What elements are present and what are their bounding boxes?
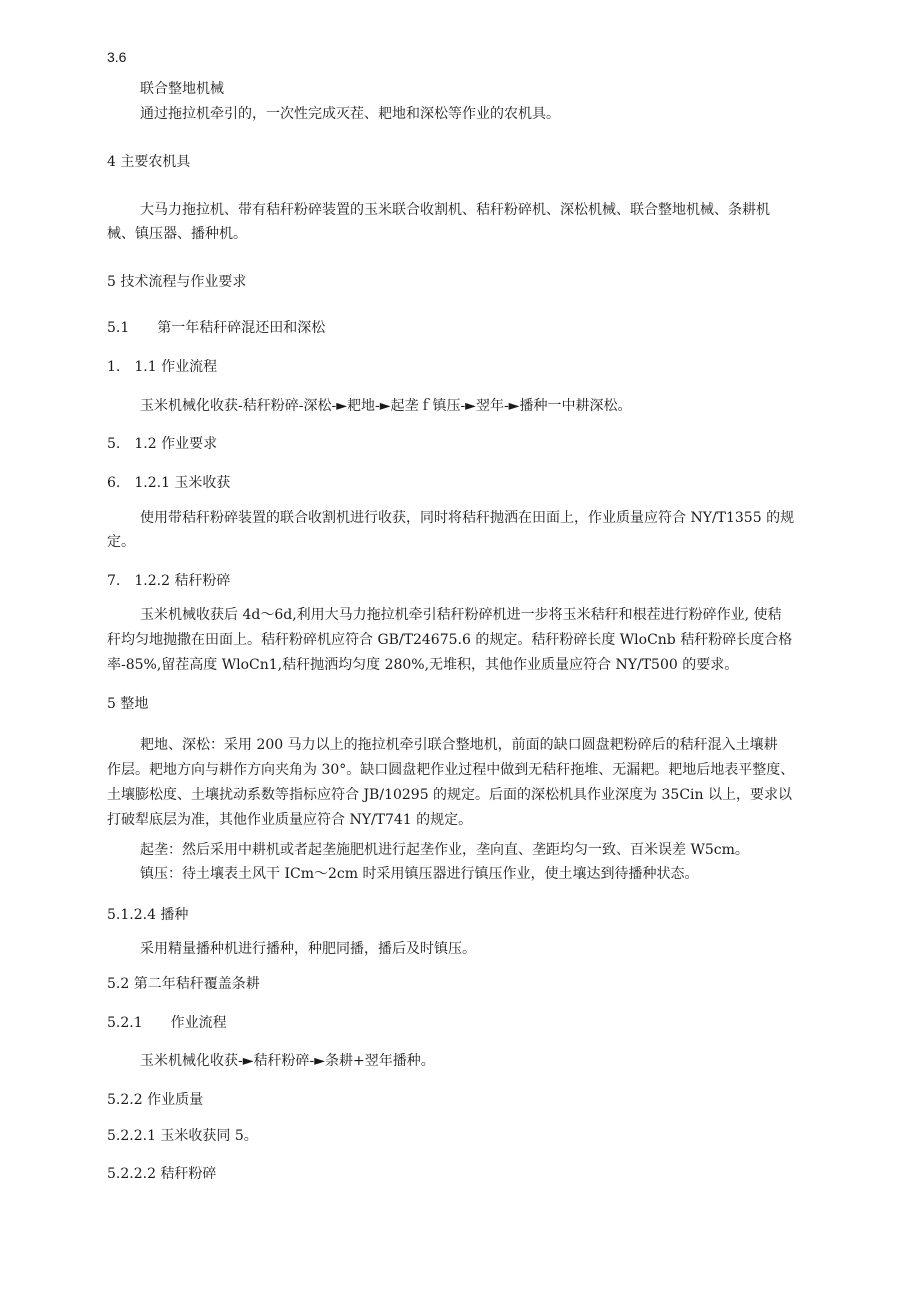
process-flow-text: 玉米机械化收获-秸秆粉碎-深松-►耙地-►起垄ｆ镇压-►翌年-►播种一中耕深松。 [140,398,632,414]
section-heading-5-2-2: 5.2.2 作业质量 [107,1092,204,1108]
section-heading-1-2: 5. 1.2 作业要求 [107,436,218,452]
paragraph-line: 玉米机械收获后 4d～6d,利用大马力拖拉机牵引秸秆粉碎机进一步将玉米秸秆和根茬进行粉碎作业, 使秸 [140,607,782,623]
section-heading-zhengdi: 5 整地 [107,696,149,712]
term-title: 联合整地机械 [140,81,224,97]
section-heading-1-2-4: 5.1.2.4 播种 [107,907,189,923]
paragraph-line: 耙地、深松：采用 200 马力以上的拖拉机牵引联合整地机，前面的缺口圆盘耙粉碎后的秸秆混入土壤耕 [140,737,778,753]
zhenya-paragraph: 镇压：待土壤表土风干 ICm～2cm 时采用镇压器进行镇压作业，使土壤达到待播种状态。 [140,866,699,882]
paragraph-line: 定。 [107,534,135,550]
section-heading-1-2-2: 7. 1.2.2 秸秆粉碎 [107,573,231,589]
paragraph-line: 采用精量播种机进行播种，种肥同播，播后及时镇压。 [140,941,476,957]
paragraph-line: 械、镇压器、播种机。 [107,226,247,242]
section-heading-5-2: 5.2 第二年秸秆覆盖条耕 [107,976,260,992]
paragraph-line: 作层。耙地方向与耕作方向夹角为 30°。缺口圆盘耙作业过程中做到无秸秆拖堆、无漏耙。耙地后地表平整度、 [107,762,795,778]
paragraph-line: 土壤膨松度、土壤扰动系数等指标应符合 JB/10295 的规定。后面的深松机具作业深度为 35Cin 以上，要求以 [107,787,792,803]
paragraph-line: 打破犁底层为准，其他作业质量应符合 NY/T741 的规定。 [107,812,473,828]
qilong-paragraph: 起垄：然后采用中耕机或者起垄施肥机进行起垄作业，垄向直、垄距均匀一致、百米误差 W5cm。 [140,842,749,858]
section-heading-5-1: 5.1 第一年秸秆碎混还田和深松 [107,320,326,336]
section-number-3-6: 3.6 [107,49,127,65]
paragraph-line: 大马力拖拉机、带有秸秆粉碎装置的玉米联合收割机、秸秆粉碎机、深松机械、联合整地机械、条耕机 [140,202,770,218]
paragraph-line: 使用带秸秆粉碎装置的联合收割机进行收获，同时将秸秆抛洒在田面上，作业质量应符合 NY/T1355 的规 [140,510,795,526]
section-heading-1-2-1: 6. 1.2.1 玉米收获 [107,475,231,491]
section-heading-5-2-1: 5.2.1 作业流程 [107,1015,227,1031]
process-flow-text: 玉米机械化收获-►秸秆粉碎-►条耕+翌年播种。 [140,1053,435,1069]
paragraph-line: 秆均匀地抛撒在田面上。秸秆粉碎机应符合 GB/T24675.6 的规定。秸秆粉碎长度 WloCnb 秸秆粉碎长度合格 [107,632,793,648]
section-heading-5-2-2-2: 5.2.2.2 秸秆粉碎 [107,1166,217,1182]
section-heading-1-1: 1. 1.1 作业流程 [107,359,218,375]
section-heading-5-2-2-1: 5.2.2.1 玉米收获同 5。 [107,1128,258,1144]
section-heading-5: 5 技术流程与作业要求 [107,274,247,290]
section-heading-4: 4 主要农机具 [107,154,191,170]
paragraph-line: 率-85%,留茬高度 WloCn1,秸秆抛洒均匀度 280%,无堆积，其他作业质量应符合 NY/T500 的要求。 [107,657,739,673]
term-definition: 通过拖拉机牵引的，一次性完成灭茬、耙地和深松等作业的农机具。 [140,106,560,122]
